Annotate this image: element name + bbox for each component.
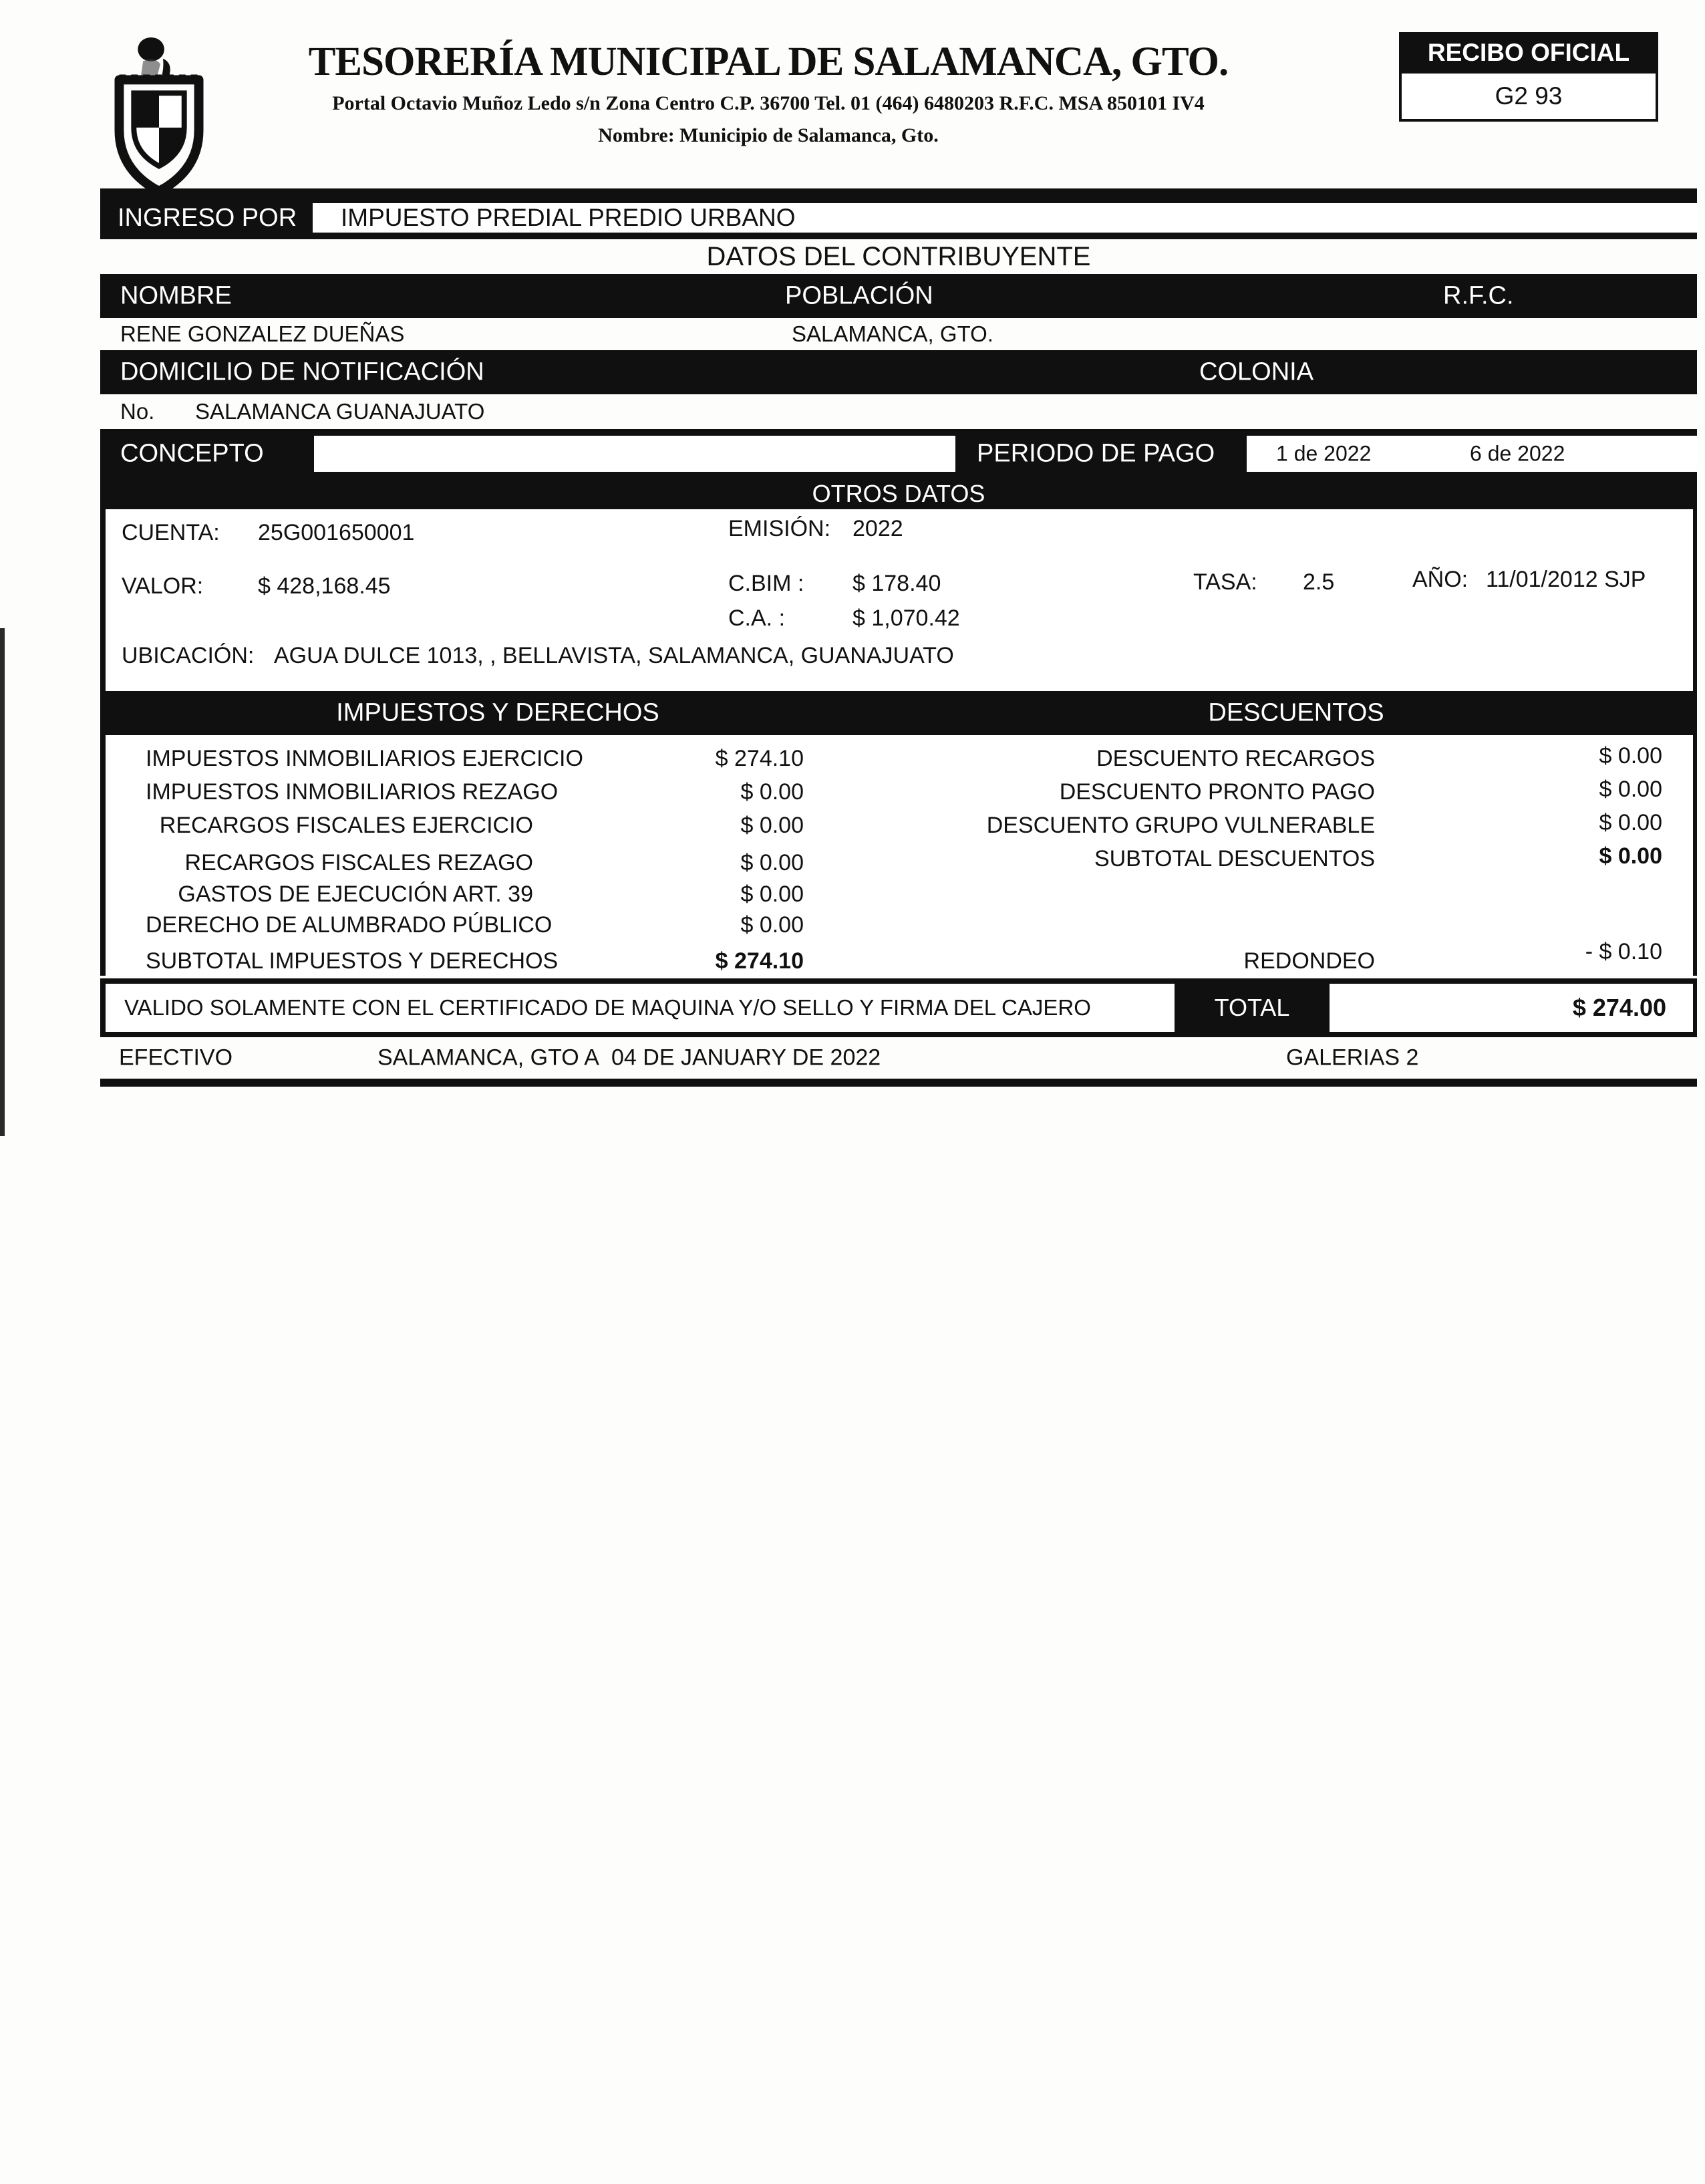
ubicacion-label: UBICACIÓN: bbox=[122, 643, 255, 668]
nombre-label: NOMBRE bbox=[120, 281, 232, 310]
charge-row-value: $ 0.00 bbox=[740, 912, 804, 938]
cashier-office: GALERIAS 2 bbox=[1286, 1045, 1419, 1071]
tasa-label: TASA: bbox=[1193, 569, 1257, 595]
discount-row-value: $ 0.00 bbox=[1599, 810, 1662, 835]
colonia-label: COLONIA bbox=[1199, 358, 1314, 386]
payment-place: SALAMANCA, GTO A bbox=[377, 1045, 599, 1071]
descuentos-section-title: DESCUENTOS bbox=[1208, 698, 1384, 727]
nombre-poblacion-values-row bbox=[100, 318, 1697, 350]
charge-row-label: DERECHO DE ALUMBRADO PÚBLICO bbox=[146, 912, 553, 938]
discounts-subtotal-label: SUBTOTAL DESCUENTOS bbox=[1094, 846, 1375, 871]
concepto-label: CONCEPTO bbox=[120, 439, 264, 468]
issuer-address: Portal Octavio Muñoz Ledo s/n Zona Centro C.P. 36700 Tel. 01 (464) 6480203 R.F.C. MSA 850101 IV4 bbox=[332, 92, 1205, 114]
charges-subtotal-value: $ 274.10 bbox=[715, 948, 804, 974]
ca-label: C.A. : bbox=[728, 605, 786, 631]
payment-date: 04 DE JANUARY DE 2022 bbox=[611, 1045, 881, 1071]
scan-edge-artifact bbox=[0, 628, 5, 1136]
validation-total-row bbox=[100, 978, 1697, 1037]
charges-discounts-table bbox=[100, 735, 1697, 976]
charges-subtotal-label: SUBTOTAL IMPUESTOS Y DERECHOS bbox=[146, 948, 559, 974]
periodo-de-pago-label: PERIODO DE PAGO bbox=[977, 439, 1215, 468]
redondeo-value: - $ 0.10 bbox=[1585, 939, 1662, 964]
ca-value: $ 1,070.42 bbox=[852, 605, 960, 631]
cuenta-value: 25G001650001 bbox=[258, 520, 415, 545]
periodo-inicio-value: 1 de 2022 bbox=[1276, 441, 1372, 466]
anio-value: 11/01/2012 SJP bbox=[1486, 567, 1646, 592]
issuer-block bbox=[200, 39, 1336, 147]
discount-row-value: $ 0.00 bbox=[1599, 777, 1662, 802]
discount-row-label: DESCUENTO RECARGOS bbox=[1096, 746, 1375, 771]
top-rule bbox=[100, 188, 1697, 196]
nombre-value: RENE GONZALEZ DUEÑAS bbox=[120, 321, 405, 346]
ingreso-por-label: INGRESO POR bbox=[118, 203, 297, 232]
discount-row-value: $ 0.00 bbox=[1599, 743, 1662, 769]
rfc-label: R.F.C. bbox=[1443, 281, 1514, 310]
domicilio-value-row bbox=[100, 394, 1697, 429]
charge-row-label: GASTOS DE EJECUCIÓN ART. 39 bbox=[178, 881, 533, 907]
domicilio-value: SALAMANCA GUANAJUATO bbox=[195, 399, 485, 424]
payment-method: EFECTIVO bbox=[119, 1045, 233, 1071]
total-value: $ 274.00 bbox=[1572, 994, 1666, 1021]
charge-row-label: RECARGOS FISCALES REZAGO bbox=[184, 850, 533, 875]
redondeo-label: REDONDEO bbox=[1243, 948, 1375, 974]
charge-row-label: IMPUESTOS INMOBILIARIOS REZAGO bbox=[146, 779, 559, 805]
issuer-title: TESORERÍA MUNICIPAL DE SALAMANCA, GTO. bbox=[308, 39, 1229, 84]
valor-label: VALOR: bbox=[122, 573, 204, 599]
charge-row-value: $ 274.10 bbox=[715, 746, 804, 771]
discount-row-label: DESCUENTO PRONTO PAGO bbox=[1059, 779, 1375, 805]
periodo-de-pago-field bbox=[1247, 436, 1697, 472]
recibo-oficial-label: RECIBO OFICIAL bbox=[1399, 32, 1658, 74]
otros-datos-title: OTROS DATOS bbox=[812, 480, 985, 507]
valor-value: $ 428,168.45 bbox=[258, 573, 391, 599]
concepto-periodo-bar bbox=[100, 429, 1697, 479]
domicilio-label: DOMICILIO DE NOTIFICACIÓN bbox=[120, 358, 484, 386]
issuer-name-line: Nombre: Municipio de Salamanca, Gto. bbox=[598, 124, 939, 146]
poblacion-value: SALAMANCA, GTO. bbox=[792, 321, 993, 346]
discounts-subtotal-value: $ 0.00 bbox=[1599, 843, 1662, 869]
otros-datos-bar bbox=[100, 479, 1697, 509]
recibo-number: G2 93 bbox=[1399, 74, 1658, 122]
receipt-header bbox=[100, 20, 1697, 187]
cbim-label: C.BIM : bbox=[728, 571, 804, 596]
emision-value: 2022 bbox=[852, 516, 903, 541]
emision-label: EMISIÓN: bbox=[728, 516, 831, 541]
nombre-poblacion-rfc-bar bbox=[100, 274, 1697, 318]
datos-contribuyente-title: DATOS DEL CONTRIBUYENTE bbox=[706, 241, 1091, 271]
charge-row-value: $ 0.00 bbox=[740, 813, 804, 838]
ingreso-por-value: IMPUESTO PREDIAL PREDIO URBANO bbox=[313, 203, 1697, 233]
tasa-value: 2.5 bbox=[1303, 569, 1335, 595]
otros-datos-section bbox=[100, 509, 1697, 691]
receipt-body bbox=[100, 188, 1697, 1087]
anio-label: AÑO: bbox=[1412, 567, 1468, 592]
ubicacion-value: AGUA DULCE 1013, , BELLAVISTA, SALAMANCA, GUANAJUATO bbox=[274, 643, 954, 668]
charge-row-label: RECARGOS FISCALES EJERCICIO bbox=[159, 813, 533, 838]
periodo-fin-value: 6 de 2022 bbox=[1470, 441, 1565, 466]
recibo-oficial-box bbox=[1399, 32, 1658, 122]
validation-notice: VALIDO SOLAMENTE CON EL CERTIFICADO DE MAQUINA Y/O SELLO Y FIRMA DEL CAJERO bbox=[124, 995, 1091, 1020]
charge-row-label: IMPUESTOS INMOBILIARIOS EJERCICIO bbox=[146, 746, 583, 771]
charge-row-value: $ 0.00 bbox=[740, 779, 804, 805]
no-label: No. bbox=[120, 399, 155, 424]
domicilio-colonia-bar bbox=[100, 350, 1697, 394]
charge-row-value: $ 0.00 bbox=[740, 850, 804, 875]
ingreso-por-row bbox=[100, 196, 1697, 239]
impuestos-descuentos-header-bar bbox=[100, 691, 1697, 735]
poblacion-label: POBLACIÓN bbox=[785, 281, 933, 310]
payment-footer-row bbox=[100, 1037, 1697, 1087]
cuenta-label: CUENTA: bbox=[122, 520, 220, 545]
concepto-field bbox=[314, 436, 955, 472]
charge-row-value: $ 0.00 bbox=[740, 881, 804, 907]
cbim-value: $ 178.40 bbox=[852, 571, 941, 596]
total-label: TOTAL bbox=[1175, 978, 1330, 1037]
impuestos-section-title: IMPUESTOS Y DERECHOS bbox=[336, 698, 659, 727]
discount-row-label: DESCUENTO GRUPO VULNERABLE bbox=[986, 813, 1375, 838]
